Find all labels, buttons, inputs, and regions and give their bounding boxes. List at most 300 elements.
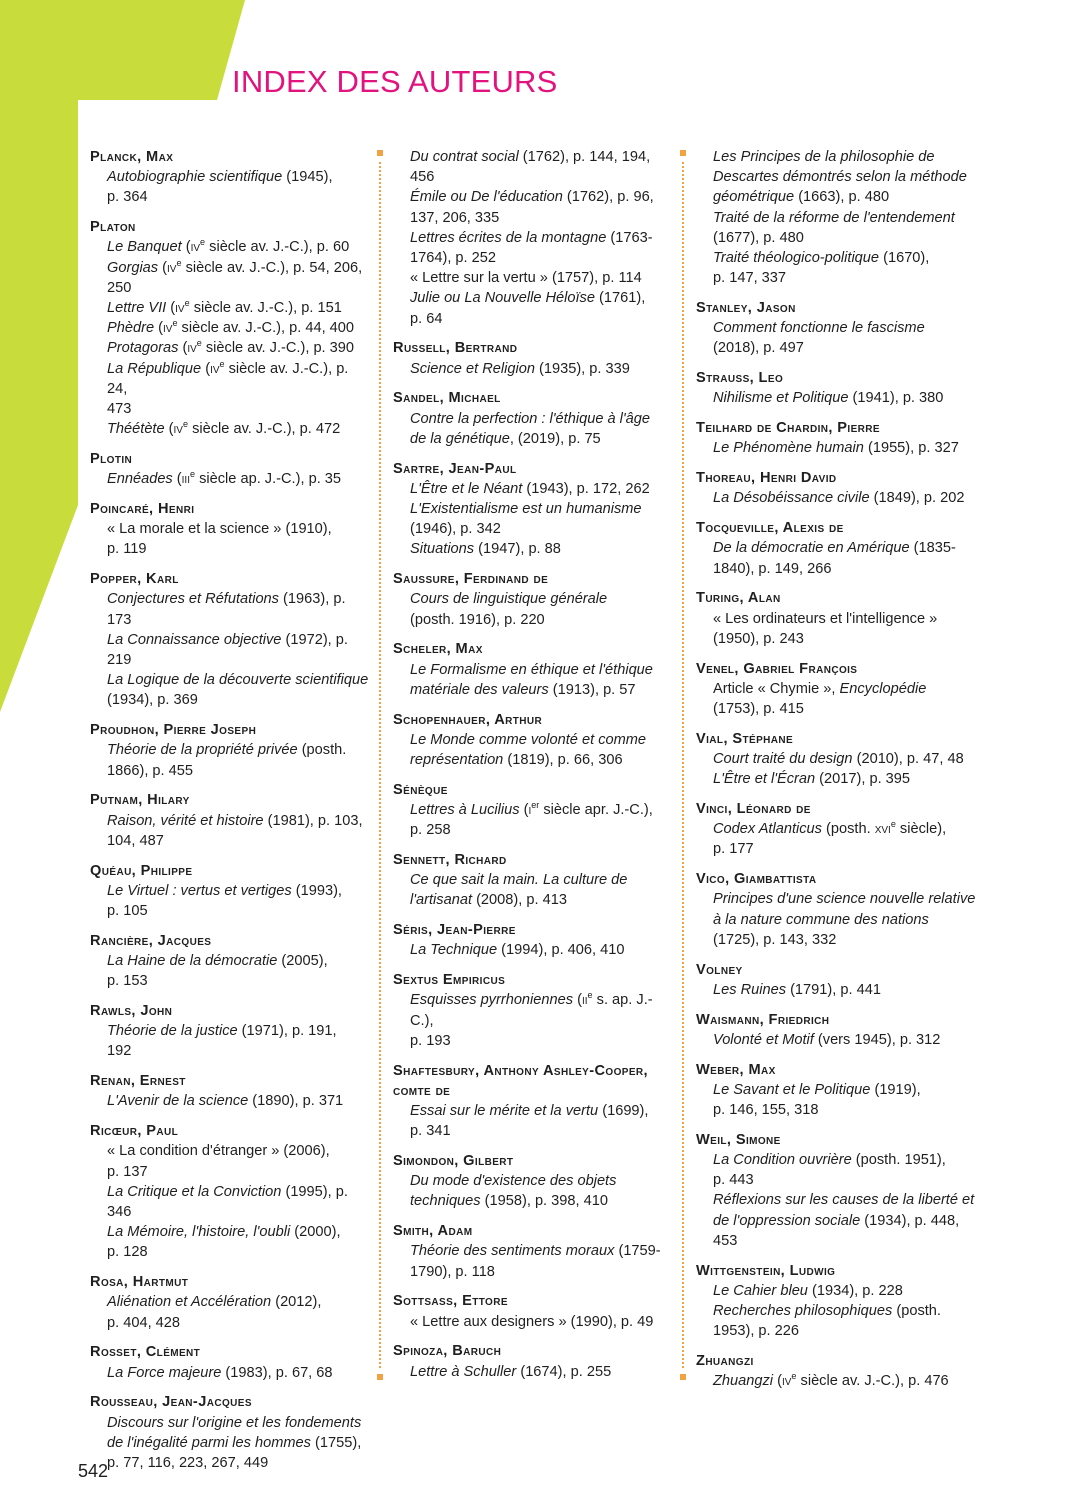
work-line xyxy=(90,670,372,690)
work-title: Lettre à Schuller xyxy=(410,1363,517,1380)
work-text: (1981), p. 103, xyxy=(263,812,363,829)
work-text: (2005), xyxy=(277,953,328,970)
work-text: (1913), p. 57 xyxy=(548,681,636,698)
separator-dotted-line xyxy=(379,162,381,1368)
work-line xyxy=(696,679,980,699)
author-name: Saussure, Ferdinand de xyxy=(393,571,549,588)
work-line xyxy=(90,1453,372,1473)
work-text: (1819), p. 66, 306 xyxy=(503,752,623,769)
index-entry xyxy=(696,1351,980,1391)
work-line xyxy=(696,1150,980,1170)
author-name: Sartre, Jean-Paul xyxy=(393,460,517,477)
work-text: p. 147, 337 xyxy=(713,270,787,287)
work-text: 453 xyxy=(713,1232,738,1249)
work-line xyxy=(393,539,673,559)
work-text: (posth. 1916), p. 220 xyxy=(410,611,545,628)
work-line xyxy=(90,1141,372,1161)
work-text: p. 105 xyxy=(107,903,148,920)
work-line xyxy=(393,1171,673,1191)
work-title: Le Monde comme volonté et comme xyxy=(410,731,647,748)
index-entry xyxy=(393,338,673,378)
work-line xyxy=(393,1241,673,1261)
work-text: « Les ordinateurs et l'intelligence » xyxy=(713,610,938,627)
work-text: (1725), p. 143, 332 xyxy=(713,931,837,948)
work-text: p. 177 xyxy=(713,841,754,858)
author-name: Wittgenstein, Ludwig xyxy=(696,1262,836,1279)
author-name: Weil, Simone xyxy=(696,1131,781,1148)
work-text: , (2019), p. 75 xyxy=(509,430,601,447)
work-line xyxy=(696,699,980,719)
work-text: p. 77, 116, 223, 267, 449 xyxy=(107,1455,269,1472)
work-title: La Mémoire, l'histoire, l'oubli xyxy=(107,1224,291,1241)
work-line xyxy=(90,167,372,187)
work-text: (1955), p. 327 xyxy=(863,440,959,457)
work-line xyxy=(393,147,673,167)
work-line xyxy=(696,488,980,508)
work-line xyxy=(393,167,673,187)
index-entry xyxy=(696,368,980,408)
author-name: Sennett, Richard xyxy=(393,852,507,869)
work-line xyxy=(90,399,372,419)
work-title: Ennéades xyxy=(107,471,173,488)
work-text: (1983), p. 67, 68 xyxy=(221,1364,333,1381)
work-text: p. 193 xyxy=(410,1032,451,1049)
index-entry xyxy=(696,869,980,950)
work-text: (2000), xyxy=(290,1224,341,1241)
index-entry xyxy=(90,569,372,710)
work-line xyxy=(90,359,372,399)
work-text: p. 364 xyxy=(107,189,148,206)
work-text: « Lettre aux designers » (1990), p. 49 xyxy=(410,1313,654,1330)
work-text: iv xyxy=(167,259,177,276)
work-text: p. 137 xyxy=(107,1163,148,1180)
work-text: e xyxy=(176,257,182,268)
work-title: Lettres écrites de la montagne xyxy=(410,229,607,246)
work-line xyxy=(696,889,980,909)
work-line xyxy=(90,881,372,901)
work-line xyxy=(90,187,372,207)
index-entry xyxy=(393,1151,673,1212)
work-title: Descartes démontrés selon la méthode xyxy=(713,169,967,186)
work-line xyxy=(696,438,980,458)
work-text: er xyxy=(531,800,540,811)
work-title: Science et Religion xyxy=(410,360,535,377)
index-entry xyxy=(90,499,372,560)
page-number: 542 xyxy=(78,1461,109,1481)
work-text: siècle av. J.-C.), p. 24, xyxy=(107,360,349,397)
work-line xyxy=(696,629,980,649)
index-entry xyxy=(393,1341,673,1381)
work-title: Le Virtuel : vertus et vertiges xyxy=(107,882,292,899)
author-name: Zhuangzi xyxy=(696,1353,754,1370)
work-title: à la nature commune des nations xyxy=(713,911,929,928)
work-title: La Critique et la Conviction xyxy=(107,1183,282,1200)
work-title: De la démocratie en Amérique xyxy=(713,540,910,557)
work-line xyxy=(393,1312,673,1332)
work-text: (1935), p. 339 xyxy=(534,360,630,377)
author-name: Vico, Giambattista xyxy=(696,871,817,888)
work-line xyxy=(393,1101,673,1121)
author-name: Rawls, John xyxy=(90,1003,173,1020)
work-line xyxy=(90,1363,372,1383)
author-name: Venel, Gabriel François xyxy=(696,660,858,677)
work-text: (1677), p. 480 xyxy=(713,229,804,246)
work-line xyxy=(393,940,673,960)
index-column-1 xyxy=(90,147,372,1483)
separator-square-top xyxy=(377,150,383,156)
index-entry xyxy=(393,970,673,1051)
index-entry xyxy=(393,1291,673,1331)
index-entry xyxy=(393,920,673,960)
author-name: Rosset, Clément xyxy=(90,1344,201,1361)
author-name: Sénèque xyxy=(393,781,448,798)
work-text: siècle ap. J.-C.), p. 35 xyxy=(195,471,342,488)
work-title: de la génétique xyxy=(410,430,510,447)
work-text: ( xyxy=(154,320,163,337)
work-line xyxy=(393,208,673,228)
author-name: Rousseau, Jean-Jacques xyxy=(90,1394,252,1411)
work-text: p. 119 xyxy=(107,541,147,558)
work-text: p. 341 xyxy=(410,1123,451,1140)
work-line xyxy=(393,610,673,630)
work-title: Raison, vérité et histoire xyxy=(107,812,264,829)
author-name: Séris, Jean-Pierre xyxy=(393,922,516,939)
work-text: ( xyxy=(158,259,168,276)
index-entry xyxy=(696,729,980,790)
index-entry xyxy=(393,459,673,560)
work-text: e xyxy=(190,469,196,480)
work-title: Ce que sait la main. La culture de xyxy=(410,872,628,889)
index-entry xyxy=(90,217,372,439)
work-line xyxy=(90,1182,372,1222)
work-text: (1663), p. 480 xyxy=(794,189,890,206)
work-line xyxy=(393,820,673,840)
work-line xyxy=(696,930,980,950)
author-name: Quéau, Philippe xyxy=(90,862,193,879)
work-line xyxy=(90,237,372,257)
work-text: (2018), p. 497 xyxy=(713,340,804,357)
work-line xyxy=(90,1313,372,1333)
author-name: Spinoza, Baruch xyxy=(393,1343,502,1360)
work-text: p. 258 xyxy=(410,822,451,839)
work-text: « La condition d'étranger » (2006), xyxy=(107,1143,330,1160)
work-text: ( xyxy=(201,360,211,377)
work-line xyxy=(696,819,980,839)
separator-square-bottom xyxy=(680,1374,686,1380)
work-text: (1761), xyxy=(594,290,646,307)
work-text: iv xyxy=(162,320,173,337)
author-name: Smith, Adam xyxy=(393,1223,473,1240)
work-line xyxy=(90,1041,372,1061)
work-title: Lettres à Lucilius xyxy=(410,802,520,819)
author-name: Proudhon, Pierre Joseph xyxy=(90,722,257,739)
author-name: Volney xyxy=(696,961,743,978)
work-line xyxy=(393,870,673,890)
work-text: xvi xyxy=(874,821,891,838)
work-text: « La morale et la science » (1910), xyxy=(107,521,332,538)
work-title: Théorie des sentiments moraux xyxy=(410,1243,615,1260)
index-entry xyxy=(90,1121,372,1262)
index-entry xyxy=(90,1342,372,1382)
index-entry xyxy=(90,861,372,922)
index-entry xyxy=(696,298,980,359)
work-text: (2017), p. 395 xyxy=(815,771,911,788)
work-line xyxy=(696,1190,980,1210)
work-line xyxy=(90,1242,372,1262)
work-text: p. 128 xyxy=(107,1244,148,1261)
work-text: p. 443 xyxy=(713,1172,754,1189)
author-name: Plotin xyxy=(90,451,133,468)
author-name: Russell, Bertrand xyxy=(393,340,518,357)
work-title: Autobiographie scientifique xyxy=(107,169,283,186)
index-entry xyxy=(90,1071,372,1111)
work-line xyxy=(393,660,673,680)
work-title: La Connaissance objective xyxy=(107,631,282,648)
index-entry xyxy=(696,1130,980,1251)
work-title: L'Avenir de la science xyxy=(107,1093,249,1110)
work-text: siècle av. J.-C.), p. 390 xyxy=(201,340,355,357)
index-entry xyxy=(393,780,673,841)
work-text: (2012), xyxy=(271,1294,322,1311)
author-name: Vial, Stéphane xyxy=(696,730,794,747)
work-text: ( xyxy=(773,1373,782,1390)
work-text: (posth. xyxy=(297,742,347,759)
work-text: (1755), xyxy=(310,1434,362,1451)
author-name: Simondon, Gilbert xyxy=(393,1153,514,1170)
author-name: Ricœur, Paul xyxy=(90,1123,179,1140)
work-line xyxy=(90,419,372,439)
work-line xyxy=(393,499,673,519)
work-text: (1971), p. 191, xyxy=(237,1023,337,1040)
work-text: (1995), p. 346 xyxy=(107,1183,348,1221)
work-text: ii xyxy=(581,992,588,1009)
work-line xyxy=(696,910,980,930)
work-line xyxy=(696,769,980,789)
work-title: matériale des valeurs xyxy=(410,681,549,698)
work-title: Émile ou De l'éducation xyxy=(410,189,563,206)
author-name: Tocqueville, Alexis de xyxy=(696,520,844,537)
work-text: ( xyxy=(166,300,176,317)
work-text: iv xyxy=(781,1373,792,1390)
work-line xyxy=(90,1162,372,1182)
work-line xyxy=(696,147,980,167)
work-title: La Désobéissance civile xyxy=(713,490,870,507)
work-line xyxy=(696,1170,980,1190)
work-title: L'Existentialisme est un humanisme xyxy=(410,501,642,518)
index-entry xyxy=(696,1060,980,1121)
work-text: (1919), xyxy=(870,1081,921,1098)
index-entry xyxy=(90,449,372,489)
column-separator-2 xyxy=(680,150,686,1380)
author-name: Schopenhauer, Arthur xyxy=(393,711,543,728)
index-entry xyxy=(696,799,980,860)
author-name: Thoreau, Henri David xyxy=(696,470,837,487)
work-line xyxy=(90,811,372,831)
work-line xyxy=(696,248,980,268)
work-line xyxy=(696,1100,980,1120)
index-entry xyxy=(90,1001,372,1062)
work-line xyxy=(90,519,372,539)
work-text: (1972), p. 219 xyxy=(107,631,348,669)
work-title: Théétète xyxy=(107,421,165,438)
work-line xyxy=(90,901,372,921)
work-text: Article « Chymie », xyxy=(713,680,840,697)
work-line xyxy=(393,359,673,379)
work-title: Les Ruines xyxy=(713,981,787,998)
work-title: La Force majeure xyxy=(107,1364,222,1381)
index-entry xyxy=(696,1010,980,1050)
work-title: Du mode d'existence des objets xyxy=(410,1173,617,1190)
work-line xyxy=(393,309,673,329)
work-text: e xyxy=(587,990,593,1001)
index-entry xyxy=(90,931,372,992)
author-name: Rancière, Jacques xyxy=(90,932,212,949)
work-line xyxy=(90,1433,372,1453)
page-title: INDEX DES AUTEURS xyxy=(232,64,558,99)
work-line xyxy=(696,268,980,288)
work-text: 1764), p. 252 xyxy=(410,250,497,267)
index-entry xyxy=(393,710,673,771)
work-text: (1670), xyxy=(879,250,930,267)
work-text: (1753), p. 415 xyxy=(713,701,804,718)
author-name: Sottsass, Ettore xyxy=(393,1293,508,1310)
work-line xyxy=(90,630,372,670)
work-text: ( xyxy=(573,992,582,1009)
work-text: siècle av. J.-C.), p. 151 xyxy=(189,300,342,317)
work-line xyxy=(90,469,372,489)
work-line xyxy=(90,1021,372,1041)
work-text: 1790), p. 118 xyxy=(410,1263,495,1280)
index-entry xyxy=(90,790,372,851)
work-line xyxy=(696,1301,980,1321)
work-title: Comment fonctionne le fascisme xyxy=(713,320,925,337)
work-text: (1993), xyxy=(291,882,342,899)
index-entry xyxy=(393,1061,673,1142)
work-line xyxy=(90,318,372,338)
work-text: (posth. xyxy=(821,821,875,838)
separator-square-bottom xyxy=(377,1374,383,1380)
work-title: Recherches philosophiques xyxy=(713,1303,893,1320)
work-text: 1953), p. 226 xyxy=(713,1323,800,1340)
work-text: 250 xyxy=(107,279,132,296)
work-title: Contre la perfection : l'éthique à l'âge xyxy=(410,410,651,427)
work-line xyxy=(393,1121,673,1141)
work-text: p. 153 xyxy=(107,973,148,990)
work-line xyxy=(696,538,980,558)
author-name: Stanley, Jason xyxy=(696,300,796,317)
work-text: ( xyxy=(164,421,174,438)
work-line xyxy=(696,839,980,859)
work-title: l'artisanat xyxy=(410,892,473,909)
work-line xyxy=(90,761,372,781)
work-text: (1934), p. 448, xyxy=(860,1212,960,1229)
work-title: Traité théologico-politique xyxy=(713,250,880,267)
work-text: siècle av. J.-C.), p. 54, 206, xyxy=(181,259,363,276)
work-line xyxy=(393,268,673,288)
work-line xyxy=(90,278,372,298)
work-text: (1762), p. 144, 194, xyxy=(518,149,651,165)
work-text: siècle av. J.-C.), p. 60 xyxy=(205,239,350,256)
work-line xyxy=(696,980,980,1000)
index-entry xyxy=(696,518,980,579)
work-title: représentation xyxy=(410,752,504,769)
work-line xyxy=(393,730,673,750)
index-entry xyxy=(393,569,673,630)
work-title: Traité de la réforme de l'entendement xyxy=(713,209,955,226)
work-text: p. 64 xyxy=(410,310,443,327)
work-text: iv xyxy=(190,239,201,256)
work-text: (1890), p. 371 xyxy=(248,1093,344,1110)
work-text: (1763- xyxy=(606,229,653,246)
work-text: e xyxy=(791,1371,797,1382)
work-title: Principes d'une science nouvelle relative xyxy=(713,891,976,908)
index-entry xyxy=(696,960,980,1000)
work-line xyxy=(696,338,980,358)
work-line xyxy=(696,559,980,579)
work-text: (1699), xyxy=(598,1103,649,1120)
work-title: L'Être et l'Écran xyxy=(713,771,816,788)
index-entry xyxy=(393,388,673,449)
work-text: 104, 487 xyxy=(107,832,164,849)
work-line xyxy=(90,1292,372,1312)
work-text: (posth. 1951), xyxy=(851,1152,946,1169)
work-line xyxy=(696,1211,980,1231)
work-text: (1947), p. 88 xyxy=(474,541,561,558)
work-title: Discours sur l'origine et les fondements xyxy=(107,1414,362,1431)
work-line xyxy=(696,208,980,228)
index-entry xyxy=(90,147,372,208)
work-title: Lettre VII xyxy=(107,300,167,317)
work-title: Julie ou La Nouvelle Héloïse xyxy=(410,290,595,307)
work-title: Du contrat social xyxy=(410,149,519,165)
work-text: i xyxy=(528,802,532,819)
work-title: La Logique de la découverte scientifique xyxy=(107,672,369,689)
work-line xyxy=(90,539,372,559)
work-text: 456 xyxy=(410,169,435,186)
separator-square-top xyxy=(680,150,686,156)
author-name: Scheler, Max xyxy=(393,641,483,658)
work-title: Esquisses pyrrhoniennes xyxy=(410,992,574,1009)
work-text: (1674), p. 255 xyxy=(516,1363,612,1380)
work-text: ( xyxy=(178,340,188,357)
work-title: Volonté et Motif xyxy=(713,1031,814,1048)
author-name: Waismann, Friedrich xyxy=(696,1011,830,1028)
work-line xyxy=(393,429,673,449)
index-entry xyxy=(90,1272,372,1333)
work-line xyxy=(90,1413,372,1433)
work-text: siècle apr. J.-C.), xyxy=(539,802,653,819)
work-line xyxy=(90,740,372,760)
work-text: (1934), p. 369 xyxy=(107,692,198,709)
work-title: Le Banquet xyxy=(107,239,182,256)
author-name: Planck, Max xyxy=(90,149,174,165)
work-text: (1945), xyxy=(282,169,333,186)
work-line xyxy=(90,298,372,318)
work-text: s. ap. J.-C.), xyxy=(410,992,653,1029)
work-line xyxy=(90,971,372,991)
work-title: Cours de linguistique générale xyxy=(410,591,608,608)
work-text: (2010), p. 47, 48 xyxy=(852,751,964,768)
index-entry xyxy=(696,659,980,720)
work-text: siècle av. J.-C.), p. 44, 400 xyxy=(177,320,355,337)
work-line xyxy=(696,167,980,187)
index-entry xyxy=(696,588,980,649)
work-title: Encyclopédie xyxy=(839,680,927,697)
work-text: iv xyxy=(173,421,183,438)
work-title: La Haine de la démocratie xyxy=(107,953,278,970)
work-line xyxy=(393,409,673,429)
index-entry xyxy=(393,147,673,329)
